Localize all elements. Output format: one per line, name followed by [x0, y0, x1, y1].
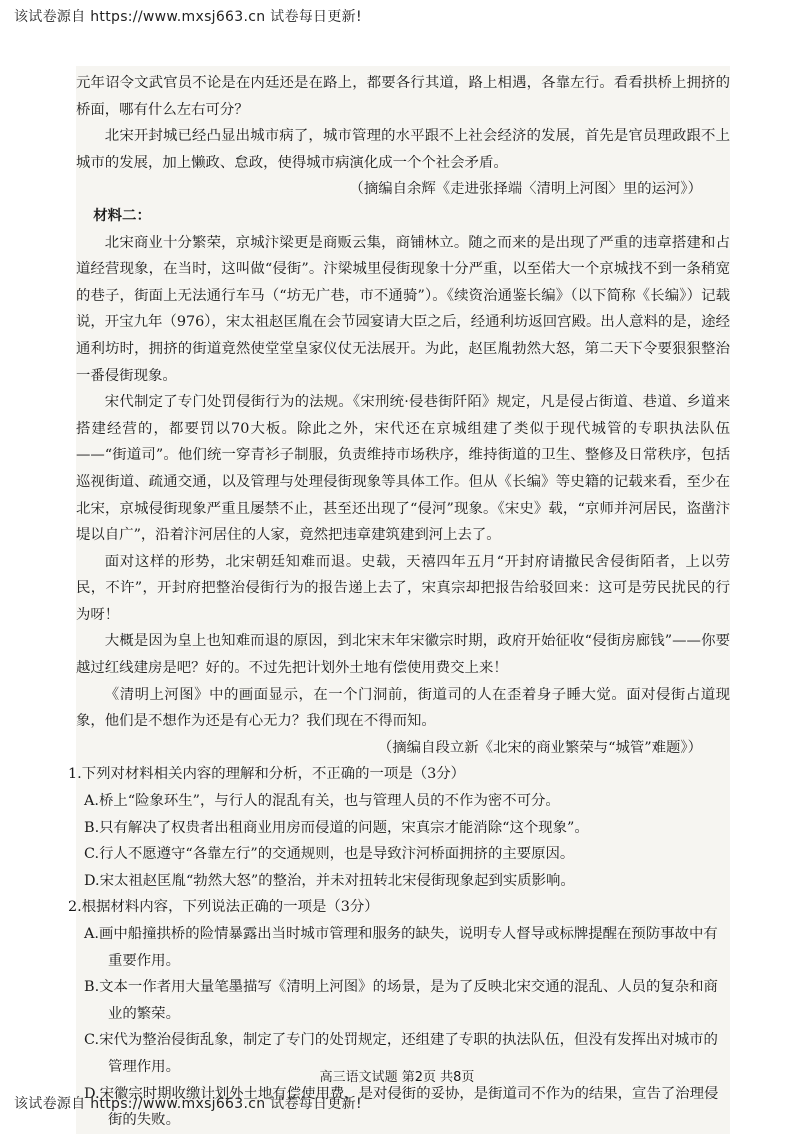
- question-title: 2.根据材料内容，下列说法正确的一项是（3分）: [68, 899, 379, 916]
- text-paragraph: 宋代制定了专门处罚侵街行为的法规。《宋刑统·侵巷街阡陌》规定，凡是侵占街道、巷道、乡道来搭建经营的，都要罚以70大板。除此之外，宋代还在京城组建了类似于现代城管的专职执法队伍——“街道司”。他们统一穿青衫子制服，负责维持市场秩序，维持街道的卫生、整修及日常秩序，包括巡视街道、疏通交通，以及管理与处理侵街现象等具体工作。但从《长编》等史籍的记载来看，至少在北宋，京城侵街现象严重且屡禁不止，甚至还出现了“侵河”现象。《宋史》载，“京师并河居民，盗凿汴堤以自广”，沿着汴河居住的人家，竟然把违章建筑建到河上去了。: [76, 394, 730, 544]
- citation: （摘编自段立新《北宋的商业繁荣与“城管”难题》）: [377, 739, 702, 756]
- text-paragraph: 北宋开封城已经凸显出城市病了，城市管理的水平跟不上社会经济的发展，首先是官员理政跟不上城市的发展，加上懒政、怠政，使得城市病演化成一个个社会矛盾。: [76, 128, 730, 171]
- exam-page: [68, 66, 730, 1134]
- answer-option: C.宋代为整治侵街乱象，制定了专门的处罚规定，还组建了专职的执法队伍，但没有发挥出对城市的管理作用。: [84, 1032, 718, 1075]
- answer-option: C.行人不愿遵守“各靠左行”的交通规则，也是导致汴河桥面拥挤的主要原因。: [84, 846, 575, 863]
- question-title: 1.下列对材料相关内容的理解和分析，不正确的一项是（3分）: [68, 766, 466, 783]
- answer-option: D.宋太祖赵匡胤“勃然大怒”的整治，并未对扭转北宋侵街现象起到实质影响。: [84, 872, 575, 889]
- watermark-bottom: 该试卷源自 https://www.mxsj663.cn 试卷每日更新!: [14, 1096, 362, 1112]
- answer-option: B.只有解决了权贵者出租商业用房而侵道的问题，宋真宗才能消除“这个现象”。: [84, 819, 589, 836]
- text-paragraph: 面对这样的形势，北宋朝廷知难而退。史载，天禧四年五月“开封府请撤民舍侵街陌者，上以劳民，不许”，开封府把整治侵街行为的报告递上去了，宋真宗却把报告给驳回来：这可是劳民扰民的行为呀！: [76, 553, 730, 623]
- page-content: [68, 66, 730, 1134]
- citation: （摘编自余辉《走进张择端〈清明上河图〉里的运河》）: [349, 181, 702, 198]
- text-paragraph: 北宋商业十分繁荣，京城汴梁更是商贩云集，商铺林立。随之而来的是出现了严重的违章搭建和占道经营现象，在当时，这叫做“侵街”。汴梁城里侵街现象十分严重，以至偌大一个京城找不到一条稍宽的巷子，街面上无法通行车马（“坊无广巷，市不通骑”）。《续资治通鉴长编》（以下简称《长编》）记载说，开宝九年（976），宋太祖赵匡胤在会节园宴请大臣之后，经通利坊返回宫殿。出人意料的是，途经通利坊时，拥挤的街道竟然使堂堂皇家仪仗无法展开。为此，赵匡胤勃然大怒，第二天下令要狠狠整治一番侵街现象。: [76, 234, 730, 384]
- text-paragraph: 元年诏令文武官员不论是在内廷还是在路上，都要各行其道，路上相遇，各靠左行。看看拱桥上拥挤的桥面，哪有什么左右可分？: [76, 75, 730, 118]
- answer-option: B.文本一作者用大量笔墨描写《清明上河图》的场景，是为了反映北宋交通的混乱、人员的复杂和商业的繁荣。: [84, 979, 718, 1022]
- answer-option: A.桥上“险象环生”，与行人的混乱有关，也与管理人员的不作为密不可分。: [84, 793, 560, 810]
- page-footer: 高三语文试题 第2页 共8页: [319, 1070, 475, 1085]
- watermark-top: 该试卷源自 https://www.mxsj663.cn 试卷每日更新!: [14, 9, 362, 25]
- answer-option: A.画中船撞拱桥的险情暴露出当时城市管理和服务的缺失，说明专人督导或标牌提醒在预防事故中有重要作用。: [84, 926, 718, 969]
- material-heading: 材料二：: [93, 206, 151, 224]
- text-paragraph: 《清明上河图》中的画面显示，在一个门洞前，街道司的人在歪着身子睡大觉。面对侵街占道现象，他们是不想作为还是有心无力？我们现在不得而知。: [76, 686, 730, 730]
- answer-option: D.宋徽宗时期收缴计划外土地有偿使用费，是对侵街的妥协，是街道司不作为的结果，宣告了治理侵街的失败。: [84, 1085, 719, 1129]
- text-paragraph: 大概是因为皇上也知难而退的原因，到北宋末年宋徽宗时期，政府开始征收“侵街房廊钱”——你要越过红线建房是吧？好的。不过先把计划外土地有偿使用费交上来！: [76, 633, 730, 677]
